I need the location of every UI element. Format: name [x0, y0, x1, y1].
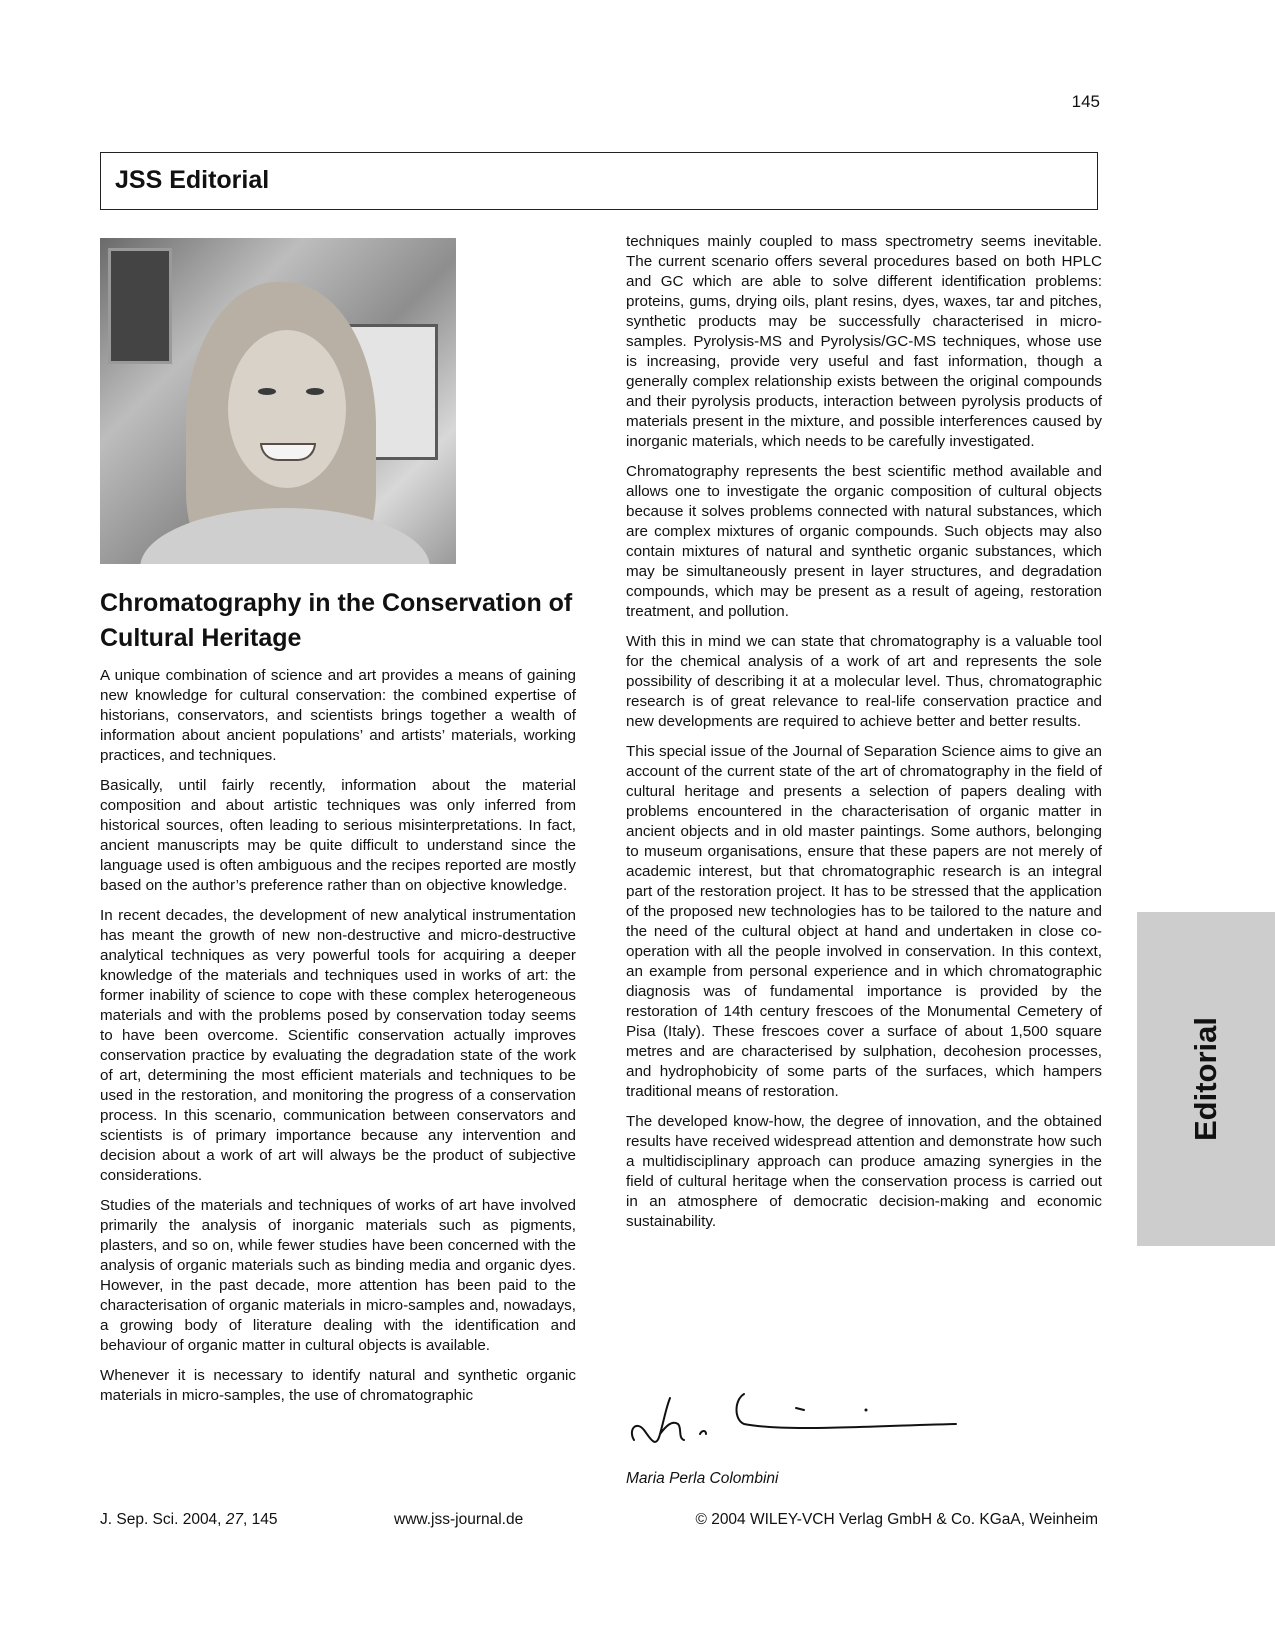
paragraph: Studies of the materials and techniques of works of art have involved primarily the analysis of inorganic materials such as pigments, plasters, and so on, while fewer studies have been concerned with the analysis of organic materials such as binding media and organic dyes. However, in the past decade, more attention has been paid to the characterisation of organic materials in micro-samples and, nowadays, a growing body of literature dealing with the identification and behaviour of organic matter in cultural objects is available.: [100, 1197, 576, 1354]
footer-citation: [100, 1511, 278, 1529]
header-title: JSS Editorial: [115, 166, 270, 194]
footer-volume: 27: [225, 1511, 244, 1528]
side-tab-label: Editorial: [1188, 1016, 1223, 1142]
left-column: [100, 666, 576, 1416]
paragraph: In recent decades, the development of new analytical instrumentation has meant the growth of new non-destructive and micro-destructive analytical techniques as very powerful tools for acquiring a deeper knowledge of the materials and techniques used in works of art: the former inability of science to cope with these complex heterogeneous materials and with the problems posed by conservation today seems to have been overcome. Scientific conservation actually improves conservation practice by evaluating the degradation state of the work of art, determining the most efficient materials and techniques to be used in the restoration, and monitoring the progress of a conservation process. In this scenario, communication between conservators and scientists is of primary importance because any intervention and decision about a work of art will always be the product of subjective considerations.: [100, 907, 576, 1184]
footer-copyright: © 2004 WILEY-VCH Verlag GmbH & Co. KGaA, Weinheim: [695, 1511, 1098, 1528]
paragraph: Whenever it is necessary to identify natural and synthetic organic materials in micro-samples, the use of chromatographic: [100, 1367, 576, 1404]
author-signature: [626, 1390, 966, 1460]
right-column: [626, 232, 1102, 1242]
paragraph: With this in mind we can state that chromatography is a valuable tool for the chemical analysis of a work of art and represents the sole possibility of describing it at a molecular level. Thus, chromatographic research is of great relevance to real-life conservation practice and new developments are required to achieve better and better results.: [626, 633, 1102, 730]
paragraph: The developed know-how, the degree of innovation, and the obtained results have received widespread attention and demonstrate how such a multidisciplinary approach can produce amazing synergies in the field of cultural heritage when the conservation process is carried out in an atmosphere of democratic decision-making and economic sustainability.: [626, 1113, 1102, 1230]
photo-shoulders: [140, 508, 430, 564]
photo-eye-right: [306, 388, 324, 395]
photo-eye-left: [258, 388, 276, 395]
author-photo: [100, 238, 456, 564]
paragraph: techniques mainly coupled to mass spectrometry seems inevitable. The current scenario offers several procedures based on both HPLC and GC which are able to solve different identification problems: proteins, gums, drying oils, plant resins, dyes, waxes, tar and pitches, synthetic products may be successfully characterised in micro-samples. Pyrolysis-MS and Pyrolysis/GC-MS techniques, whose use is increasing, provide very useful and fast information, though a generally complex relationship exists between the original compounds and their pyrolysis products, interaction between pyrolysis products of materials present in the mixture, and possible interferences caused by inorganic materials, which needs to be carefully investigated.: [626, 233, 1102, 450]
footer-url: www.jss-journal.de: [394, 1511, 524, 1528]
paragraph: Basically, until fairly recently, information about the material composition and about artistic techniques was only inferred from historical sources, often leading to serious misinterpretations. In fact, ancient manuscripts may be quite difficult to understand since the language used is often ambiguous and the recipes reported are mostly based on the author’s preference rather than on objective knowledge.: [100, 777, 576, 894]
page-number: 145: [1071, 92, 1100, 111]
editorial-header: [100, 152, 1098, 210]
paragraph: This special issue of the Journal of Separation Science aims to give an account of the current state of the art of chromatography in the field of cultural heritage and presents a selection of papers dealing with problems encountered in the characterisation of organic matter in ancient objects and in old master paintings. Some authors, belonging to museum organisations, ensure that these papers are not merely of academic interest, but that chromatographic research is an integral part of the restoration project. It has to be stressed that the application of the proposed new technologies has to be tailored to the nature and the need of the cultural object at hand and undertaken in close co-operation with all the people involved in conservation. In this context, an example from personal experience and in which chromatographic diagnosis was of fundamental importance is provided by the restoration of 14th century frescoes of the Monumental Cemetery of Pisa (Italy). These frescoes cover a surface of about 1,500 square metres and are characterised by sulphation, decohesion processes, and hydrophobicity of some parts of the surfaces, which hampers traditional means of restoration.: [626, 743, 1102, 1100]
footer-journal: J. Sep. Sci. 2004,: [100, 1511, 226, 1528]
paragraph: A unique combination of science and art provides a means of gaining new knowledge for cultural conservation: the combined expertise of historians, conservators, and scientists brings together a wealth of information about ancient populations’ and artists’ materials, working practices, and techniques.: [100, 667, 576, 764]
footer-page: , 145: [243, 1511, 278, 1528]
article-title: Chromatography in the Conservation of Cultural Heritage: [100, 589, 573, 652]
paragraph: Chromatography represents the best scientific method available and allows one to investigate the organic composition of cultural objects because it solves problems connected with natural substances, which are complex mixtures of organic compounds. Such objects may also contain mixtures of natural and synthetic organic substances, which may be simultaneously present in layer structures, and degradation compounds, which may be present as a result of ageing, restoration treatment, and pollution.: [626, 463, 1102, 620]
photo-face: [228, 330, 346, 488]
photo-background-frame: [108, 248, 172, 364]
author-name: Maria Perla Colombini: [626, 1470, 779, 1487]
section-side-tab: [1137, 912, 1275, 1246]
